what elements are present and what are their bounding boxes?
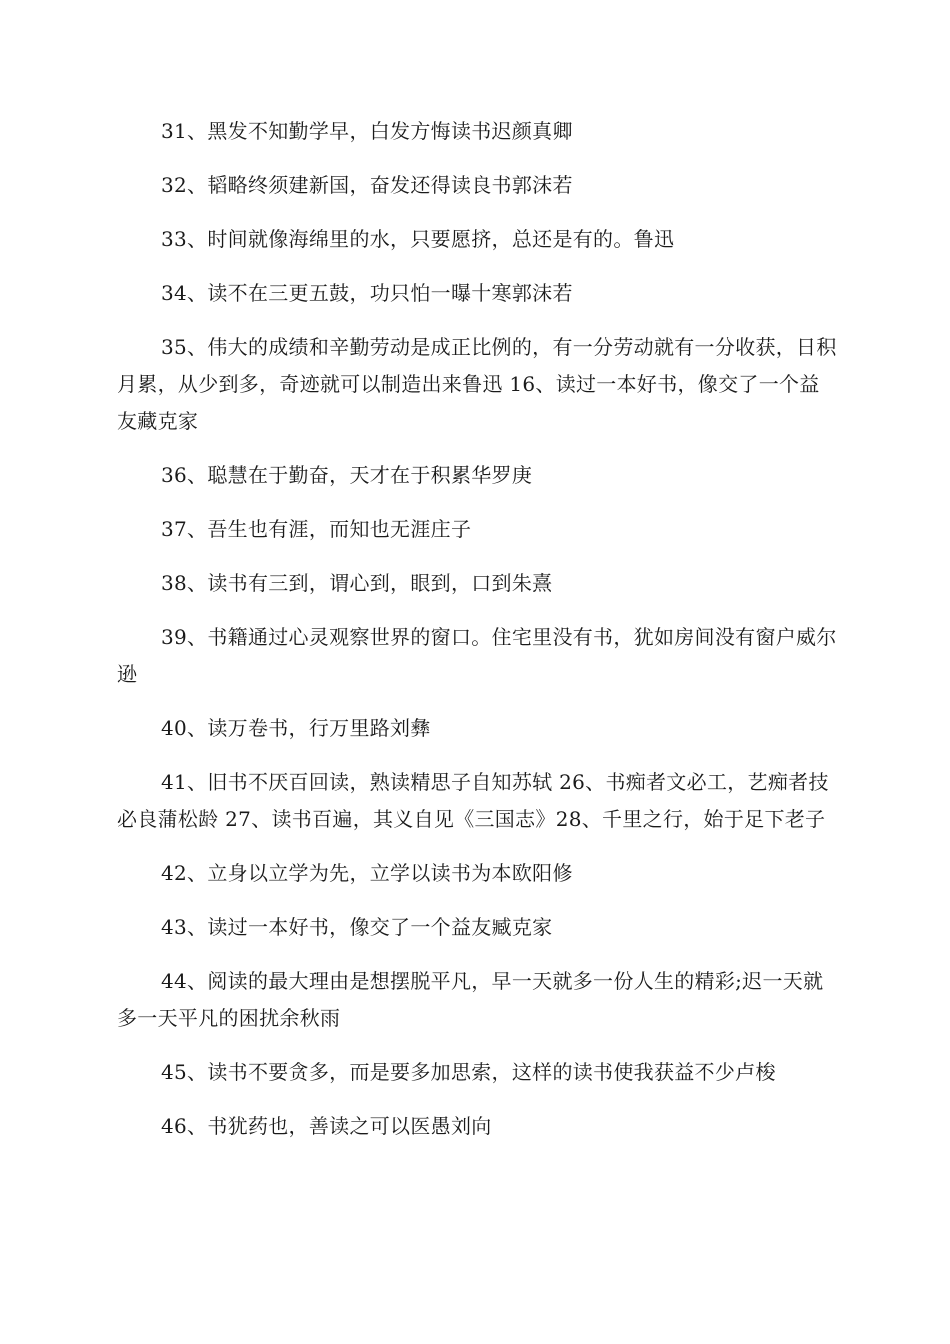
quote-paragraph-31: 31、黑发不知勤学早，白发方悔读书迟颜真卿 [161, 119, 573, 143]
quote-paragraph-39: 39、书籍通过心灵观察世界的窗口。住宅里没有书，犹如房间没有窗户威尔逊 [117, 625, 837, 686]
quote-paragraph-38: 38、读书有三到，谓心到，眼到，口到朱熹 [161, 571, 553, 595]
quote-paragraph-33: 33、时间就像海绵里的水，只要愿挤，总还是有的。鲁迅 [161, 227, 675, 251]
quote-paragraph-32: 32、韬略终须建新国，奋发还得读良书郭沫若 [161, 173, 573, 197]
quote-paragraph-36: 36、聪慧在于勤奋，天才在于积累华罗庚 [161, 463, 533, 487]
quote-paragraph-37: 37、吾生也有涯，而知也无涯庄子 [161, 517, 472, 541]
quote-paragraph-46: 46、书犹药也，善读之可以医愚刘向 [161, 1114, 492, 1138]
document-body [117, 113, 837, 1162]
quote-paragraph-42: 42、立身以立学为先，立学以读书为本欧阳修 [161, 861, 573, 885]
quote-paragraph-45: 45、读书不要贪多，而是要多加思索，这样的读书使我获益不少卢梭 [161, 1060, 776, 1084]
quote-paragraph-34: 34、读不在三更五鼓，功只怕一曝十寒郭沫若 [161, 281, 573, 305]
quote-paragraph-40: 40、读万卷书，行万里路刘彝 [161, 716, 431, 740]
quote-paragraph-43: 43、读过一本好书，像交了一个益友臧克家 [161, 915, 553, 939]
quote-paragraph-44: 44、阅读的最大理由是想摆脱平凡，早一天就多一份人生的精彩;迟一天就多一天平凡的困扰余秋雨 [117, 969, 824, 1030]
quote-paragraph-41: 41、旧书不厌百回读，熟读精思子自知苏轼 26、书痴者文必工，艺痴者技必良蒲松龄 27、读书百遍，其义自见《三国志》28、千里之行，始于足下老子 [117, 770, 829, 831]
quote-paragraph-35: 35、伟大的成绩和辛勤劳动是成正比例的，有一分劳动就有一分收获，日积月累，从少到多，奇迹就可以制造出来鲁迅 16、读过一本好书，像交了一个益友藏克家 [117, 335, 837, 433]
